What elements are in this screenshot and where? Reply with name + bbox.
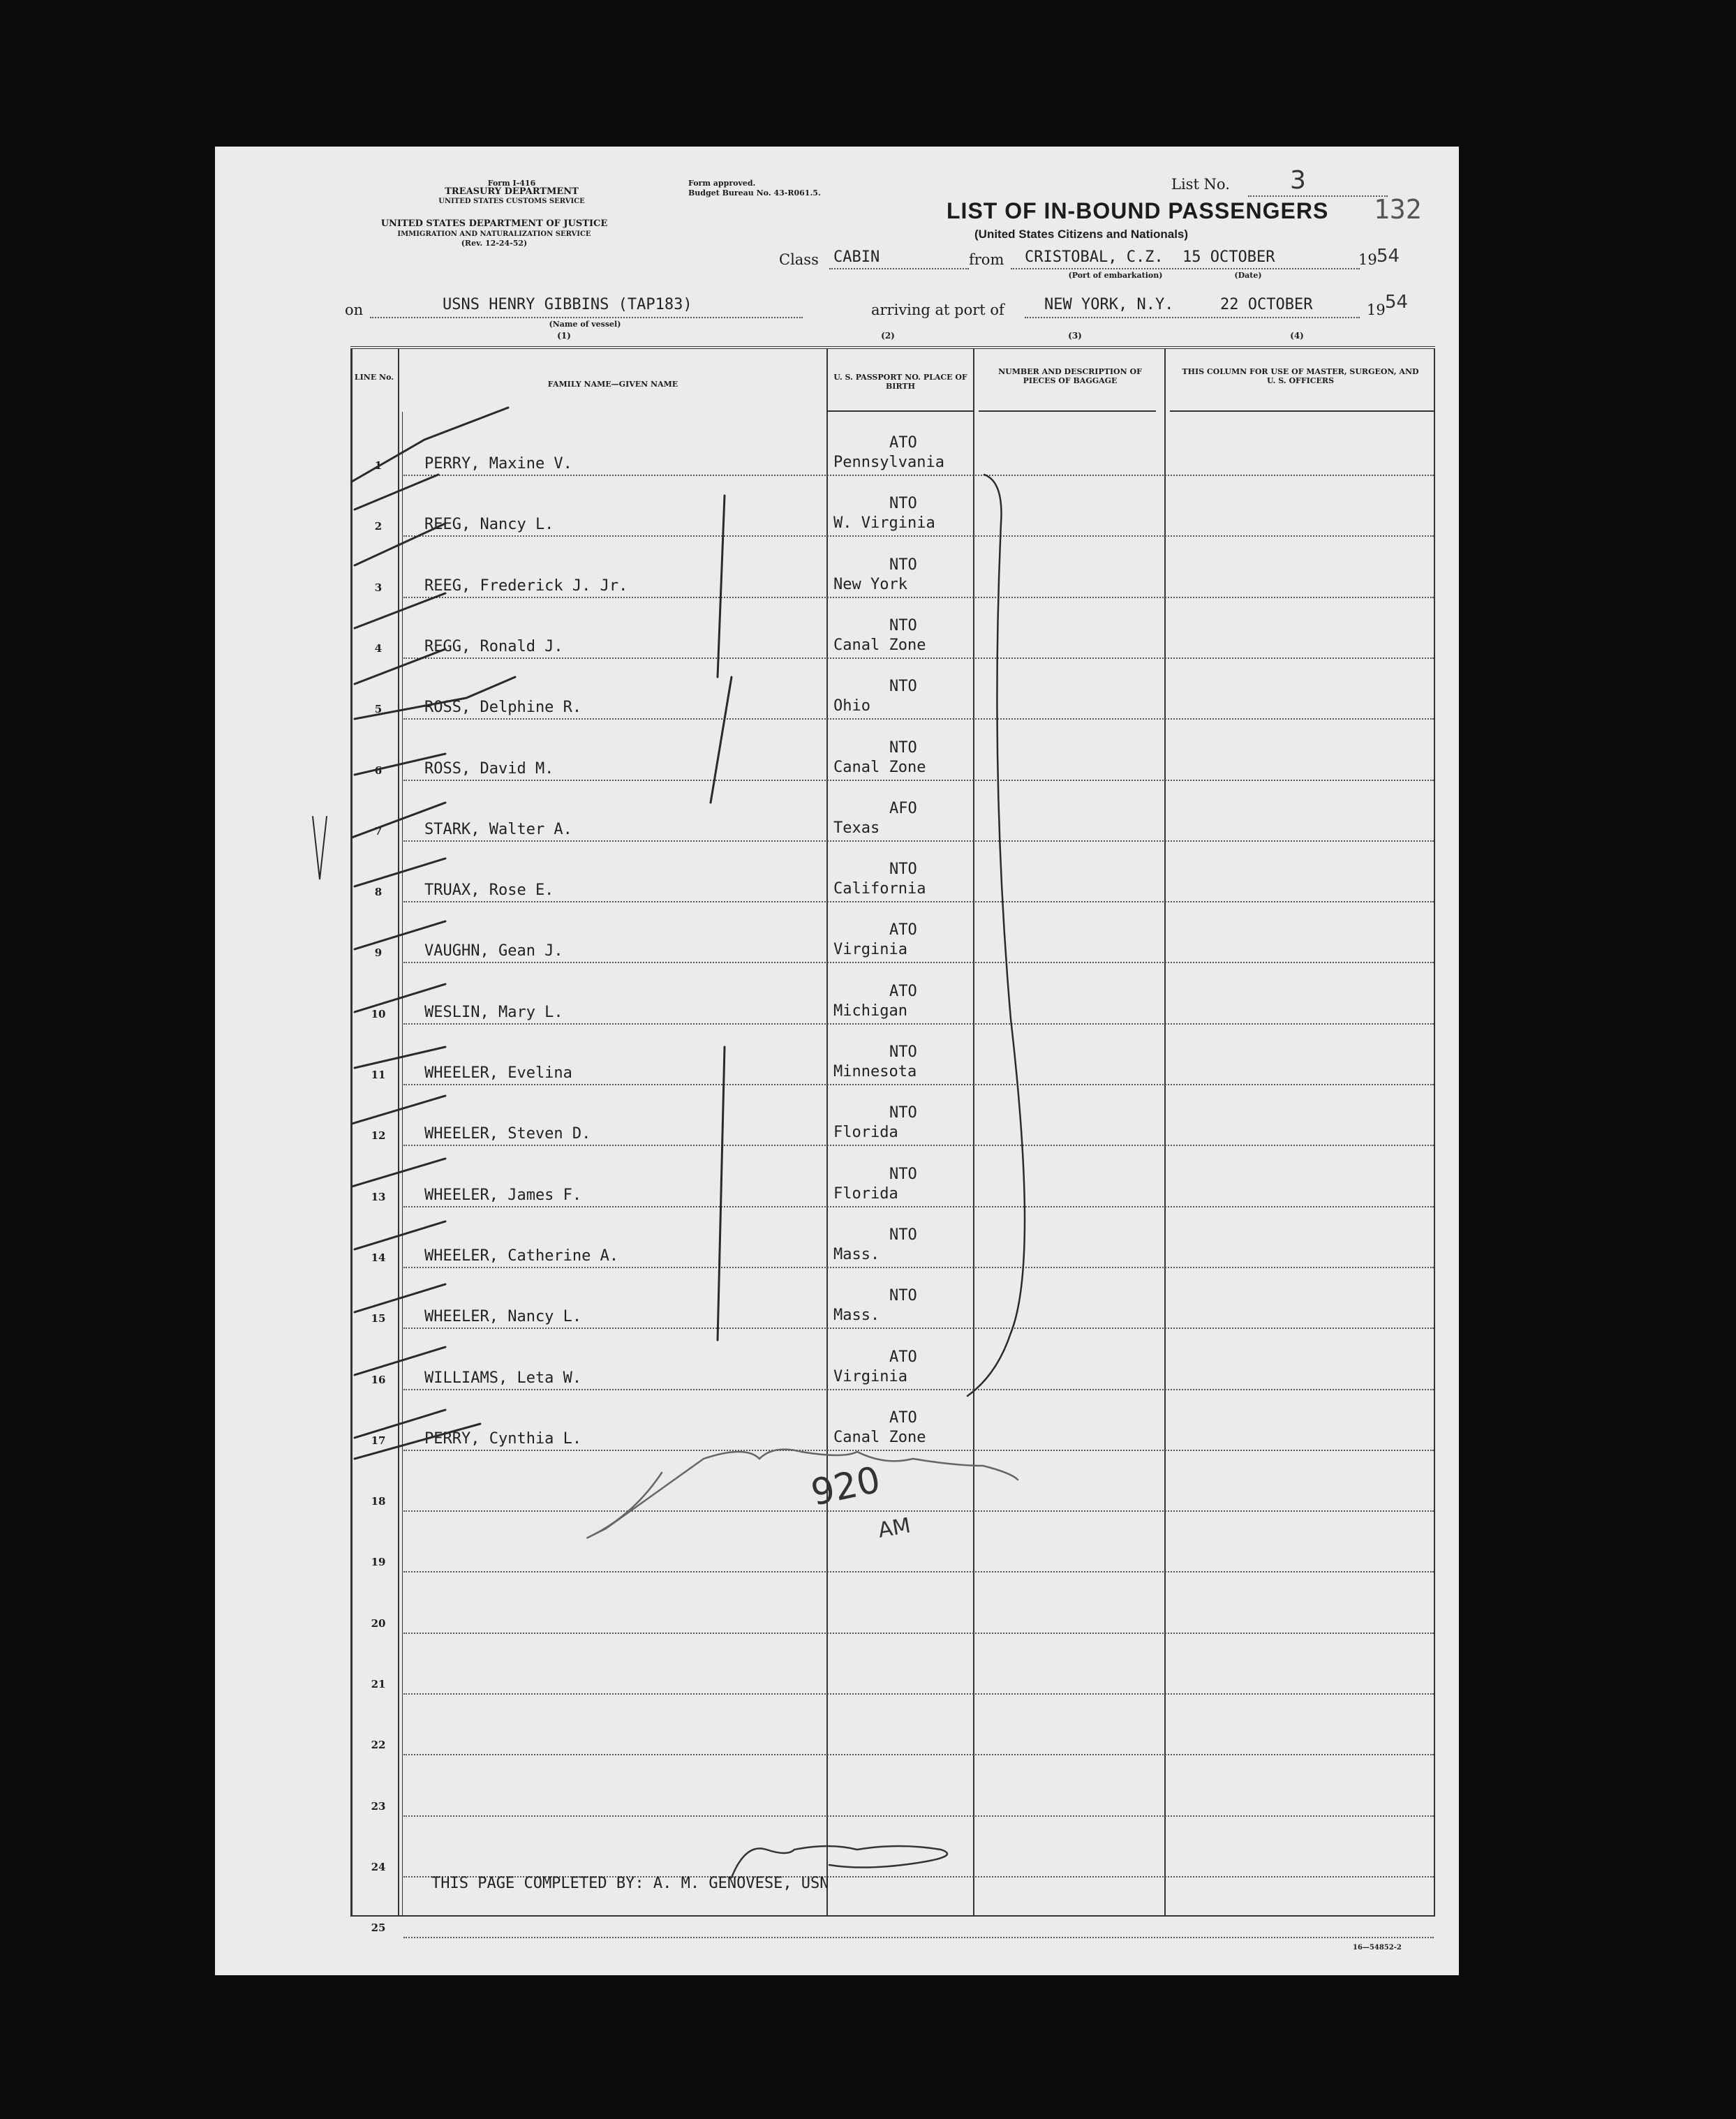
line-number: 6 [374,764,383,777]
check-mark [355,1424,480,1459]
place-of-birth: Mass. [833,1246,880,1263]
passenger-name: WESLIN, Mary L. [424,1004,563,1021]
place-of-birth: New York [833,576,907,593]
col-num-2: (2) [881,331,895,341]
col-num-1: (1) [557,331,571,341]
line-number: 3 [374,581,383,594]
check-mark [355,858,445,886]
passport-code: NTO [889,556,917,574]
passport-code: AFO [889,800,917,817]
header-baggage: NUMBER AND DESCRIPTION OF PIECES OF BAGGAGE [998,367,1142,385]
footer-code: 16—54852-2 [1353,1944,1402,1951]
place-of-birth: California [833,880,926,898]
department-of-justice: UNITED STATES DEPARTMENT OF JUSTICE [380,218,608,229]
arrival-date: 22 OCTOBER [1220,296,1313,313]
header-passport: U. S. PASSPORT NO. PLACE OF BIRTH [833,373,967,391]
line-number: 10 [371,1008,386,1020]
port-caption: (Port of embarkation) [1068,271,1163,280]
col-num-4: (4) [1290,331,1304,341]
passport-code: NTO [889,1043,917,1061]
treasury-department: TREASURY DEPARTMENT [445,186,579,197]
passport-code: NTO [889,1226,917,1244]
passenger-name: REGG, Ronald J. [424,638,563,655]
header-official-use: THIS COLUMN FOR USE OF MASTER, SURGEON, AND U. S. OFFICERS [1182,367,1419,385]
check-mark [352,1159,445,1187]
class-value: CABIN [833,248,880,266]
line-number: 2 [374,520,383,533]
arriving-label: arriving at port of [871,302,1004,318]
check-mark [355,475,438,510]
passport-code: ATO [889,1348,917,1366]
form-subtitle: (United States Citizens and Nationals) [974,228,1189,241]
passport-code: ATO [889,434,917,452]
line-number: 1 [374,459,383,472]
check-mark [355,921,445,949]
embark-date: 15 OCTOBER [1182,248,1275,266]
line-number: 11 [371,1069,386,1081]
bracket-line [967,475,1025,1396]
place-of-birth: Texas [833,819,880,837]
passenger-name: WHEELER, Catherine A. [424,1247,619,1265]
col-num-3: (3) [1068,331,1082,341]
check-mark [355,1047,445,1068]
date-caption: (Date) [1234,271,1262,280]
arrival-port: NEW YORK, N.Y. [1044,296,1174,313]
passport-code: ATO [889,921,917,939]
passport-code: NTO [889,678,917,695]
on-label: on [345,302,364,318]
line-number: 8 [374,886,383,898]
check-mark [352,1096,445,1124]
passport-code: NTO [889,861,917,878]
place-of-birth: Minnesota [833,1063,917,1080]
line-number: 16 [371,1374,386,1386]
passenger-name: PERRY, Maxine V. [424,455,572,473]
check-mark [355,649,445,684]
line-number: 25 [371,1921,386,1934]
check-mark [355,1284,445,1312]
list-no-value: 3 [1290,166,1306,195]
form-approved: Form approved. [688,179,756,188]
completed-by: THIS PAGE COMPLETED BY: A. M. GENOVESE, USN [431,1875,829,1892]
signature-scrawl [587,1450,1018,1538]
header-name: FAMILY NAME—GIVEN NAME [547,380,678,389]
arrival-year-prefix: 19 [1367,302,1386,318]
passenger-name: STARK, Walter A. [424,821,572,838]
budget-bureau: Budget Bureau No. 43-R061.5. [688,188,821,198]
pencil-marks [215,147,1459,1975]
line-number: 15 [371,1312,386,1325]
passport-code: NTO [889,1287,917,1304]
passport-code: NTO [889,495,917,512]
line-number: 18 [371,1495,386,1508]
port-of-embarkation: CRISTOBAL, C.Z. [1025,248,1164,266]
passport-code: NTO [889,1166,917,1183]
check-mark [355,1221,445,1249]
class-label: Class [779,251,819,268]
vessel-name: USNS HENRY GIBBINS (TAP183) [443,296,692,313]
line-number: 7 [374,825,383,838]
form-title: LIST OF IN-BOUND PASSENGERS [947,198,1329,223]
place-of-birth: Mass. [833,1307,880,1324]
vessel-caption: (Name of vessel) [549,320,621,329]
passport-code: NTO [889,617,917,634]
passenger-name: VAUGHN, Gean J. [424,942,563,960]
line-number: 20 [371,1617,386,1630]
passenger-name: TRUAX, Rose E. [424,882,554,899]
form-page [215,147,1459,1975]
signature-genovese [732,1846,947,1878]
place-of-birth: Canal Zone [833,1429,926,1446]
passenger-name: ROSS, Delphine R. [424,699,582,716]
check-mark [355,593,445,628]
place-of-birth: Canal Zone [833,637,926,654]
check-mark [352,803,445,838]
list-no-label: List No. [1171,176,1230,193]
bracket-line [718,496,725,677]
customs-service: UNITED STATES CUSTOMS SERVICE [438,198,585,205]
passenger-name: REEG, Nancy L. [424,516,554,533]
header-line-no: LINE No. [354,373,394,382]
passenger-name: PERRY, Cynthia L. [424,1430,582,1448]
line-number: 4 [374,642,383,655]
place-of-birth: Canal Zone [833,759,926,776]
place-of-birth: Michigan [833,1002,907,1020]
check-mark [355,523,445,565]
place-of-birth: Ohio [833,697,870,715]
handwritten-note-920: 920 [807,1459,884,1515]
passenger-name: WHEELER, Evelina [424,1064,572,1082]
place-of-birth: W. Virginia [833,514,935,532]
passenger-name: REEG, Frederick J. Jr. [424,577,628,595]
form-id: Form I-416 [487,179,536,188]
embark-year: 54 [1377,246,1400,267]
line-number: 17 [371,1434,386,1447]
check-mark [355,677,515,719]
passenger-name: WHEELER, Nancy L. [424,1308,582,1325]
passenger-name: WILLIAMS, Leta W. [424,1369,582,1387]
check-mark [352,408,508,482]
passport-code: NTO [889,739,917,757]
line-number: 12 [371,1129,386,1142]
place-of-birth: Virginia [833,941,907,958]
check-mark [355,754,445,775]
passenger-name: WHEELER, Steven D. [424,1125,591,1143]
line-number: 9 [374,946,383,959]
bracket-line [711,677,732,803]
page-stamp: 132 [1374,194,1422,225]
arrival-year: 54 [1385,292,1409,313]
place-of-birth: Pennsylvania [833,454,944,471]
check-mark [355,1410,445,1438]
line-number: 24 [371,1861,386,1873]
check-mark [355,984,445,1012]
passport-code: ATO [889,983,917,1000]
bracket-line [718,1047,725,1340]
place-of-birth: Florida [833,1185,898,1203]
from-label: from [969,251,1004,268]
embark-year-prefix: 19 [1358,251,1377,268]
handwritten-note-am: AM [876,1513,913,1543]
line-number: 13 [371,1191,386,1203]
line-number: 14 [371,1251,386,1264]
line-number: 19 [371,1556,386,1568]
line-number: 23 [371,1800,386,1813]
place-of-birth: Florida [833,1124,898,1141]
form-revision: (Rev. 12-24-52) [461,239,528,248]
place-of-birth: Virginia [833,1368,907,1385]
passport-code: NTO [889,1104,917,1122]
immigration-service: IMMIGRATION AND NATURALIZATION SERVICE [397,230,591,238]
line-number: 22 [371,1739,386,1751]
line-number: 5 [374,703,383,715]
passenger-name: ROSS, David M. [424,760,554,778]
passenger-name: WHEELER, James F. [424,1187,582,1204]
check-mark [313,817,327,879]
passport-code: ATO [889,1409,917,1427]
check-mark [355,1347,445,1375]
line-number: 21 [371,1678,386,1690]
